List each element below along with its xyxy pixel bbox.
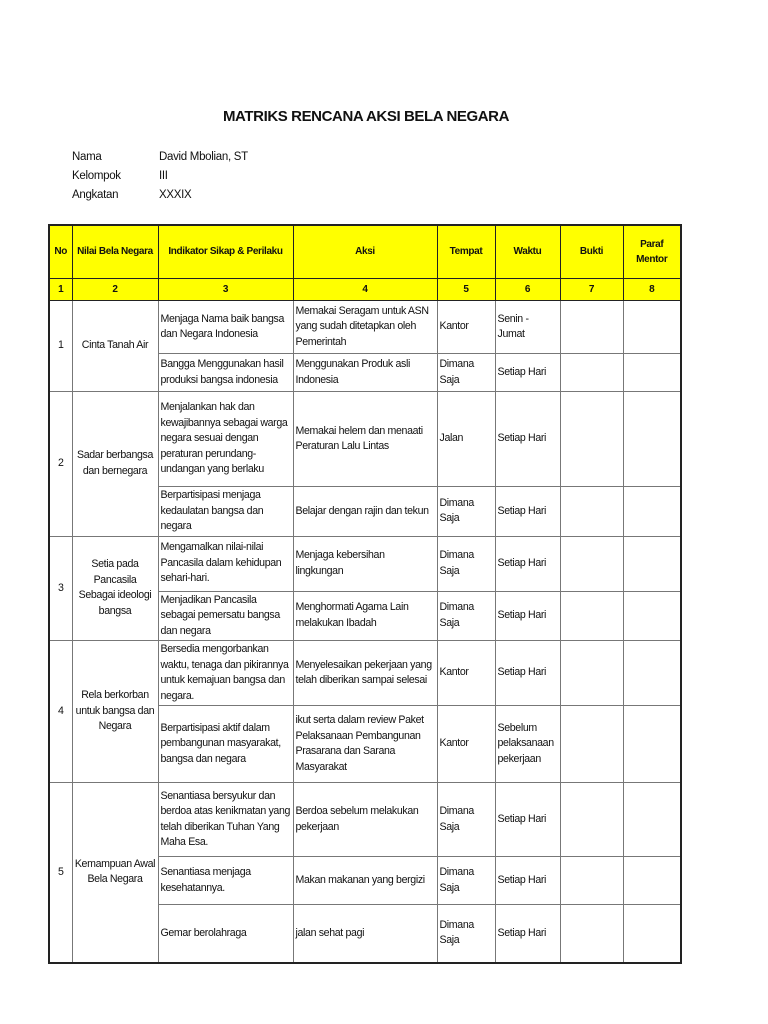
table-row: [49, 641, 681, 706]
identity-value: David Mbolian, ST: [159, 151, 248, 163]
waktu-cell: Setiap Hari: [495, 905, 560, 963]
waktu-cell: Setiap Hari: [495, 591, 560, 641]
table-row: [49, 783, 681, 857]
waktu-cell: Setiap Hari: [495, 857, 560, 905]
header-nilai: Nilai Bela Negara: [72, 225, 158, 279]
indikator-cell: Menjalankan hak dan kewajibannya sebagai warga negara sesuai dengan peraturan perundang-undangan yang berlaku: [158, 392, 293, 487]
paraf-cell[interactable]: [623, 783, 681, 857]
identity-row-nama: [72, 148, 248, 167]
bukti-cell[interactable]: [560, 641, 623, 706]
bukti-cell[interactable]: [560, 536, 623, 591]
indikator-cell: Gemar berolahraga: [158, 905, 293, 963]
waktu-cell: Setiap Hari: [495, 641, 560, 706]
paraf-cell[interactable]: [623, 706, 681, 783]
identity-value: XXXIX: [159, 189, 192, 201]
waktu-cell: Setiap Hari: [495, 487, 560, 537]
identity-value: III: [159, 170, 168, 182]
aksi-cell: Memakai helem dan menaati Peraturan Lalu Lintas: [293, 392, 437, 487]
nilai-cell: Sadar berbangsa dan bernegara: [72, 392, 158, 537]
bukti-cell[interactable]: [560, 857, 623, 905]
row-number: 3: [49, 536, 72, 641]
waktu-cell: Setiap Hari: [495, 354, 560, 392]
aksi-cell: Berdoa sebelum melakukan pekerjaan: [293, 783, 437, 857]
indikator-cell: Menjaga Nama baik bangsa dan Negara Indonesia: [158, 301, 293, 354]
waktu-cell: Setiap Hari: [495, 536, 560, 591]
tempat-cell: Dimana Saja: [437, 536, 495, 591]
indikator-cell: Berpartisipasi menjaga kedaulatan bangsa dan negara: [158, 487, 293, 537]
row-number: 4: [49, 641, 72, 783]
indikator-cell: Bangga Menggunakan hasil produksi bangsa indonesia: [158, 354, 293, 392]
paraf-cell[interactable]: [623, 641, 681, 706]
aksi-cell: Makan makanan yang bergizi: [293, 857, 437, 905]
nilai-cell: Setia pada Pancasila Sebagai ideologi bangsa: [72, 536, 158, 641]
tempat-cell: Dimana Saja: [437, 591, 495, 641]
bukti-cell[interactable]: [560, 354, 623, 392]
identity-label: Angkatan: [72, 189, 119, 201]
header-no: No: [49, 225, 72, 279]
paraf-cell[interactable]: [623, 905, 681, 963]
aksi-cell: Menggunakan Produk asli Indonesia: [293, 354, 437, 392]
identity-label: Kelompok: [72, 170, 121, 182]
header-num: 1: [49, 279, 72, 301]
bukti-cell[interactable]: [560, 706, 623, 783]
tempat-cell: Jalan: [437, 392, 495, 487]
aksi-cell: Menghormati Agama Lain melakukan Ibadah: [293, 591, 437, 641]
page-title: MATRIKS RENCANA AKSI BELA NEGARA: [222, 108, 510, 125]
indikator-cell: Berpartisipasi aktif dalam pembangunan masyarakat, bangsa dan negara: [158, 706, 293, 783]
table-row: [49, 301, 681, 354]
paraf-cell[interactable]: [623, 857, 681, 905]
aksi-cell: ikut serta dalam review Paket Pelaksanaan Pembangunan Prasarana dan Sarana Masyarakat: [293, 706, 437, 783]
indikator-cell: Bersedia mengorbankan waktu, tenaga dan pikirannya untuk kemajuan bangsa dan negara.: [158, 641, 293, 706]
nilai-cell: Kemampuan Awal Bela Negara: [72, 783, 158, 963]
row-number: 2: [49, 392, 72, 537]
bukti-cell[interactable]: [560, 392, 623, 487]
header-number-row: [49, 279, 681, 301]
header-num: 6: [495, 279, 560, 301]
aksi-cell: Menjaga kebersihan lingkungan: [293, 536, 437, 591]
header-bukti: Bukti: [560, 225, 623, 279]
header-row: [49, 225, 681, 279]
bukti-cell[interactable]: [560, 591, 623, 641]
tempat-cell: Dimana Saja: [437, 487, 495, 537]
bukti-cell[interactable]: [560, 301, 623, 354]
indikator-cell: Senantiasa bersyukur dan berdoa atas kenikmatan yang telah diberikan Tuhan Yang Maha Esa.: [158, 783, 293, 857]
aksi-cell: Belajar dengan rajin dan tekun: [293, 487, 437, 537]
paraf-cell[interactable]: [623, 354, 681, 392]
bukti-cell[interactable]: [560, 783, 623, 857]
header-paraf: Paraf Mentor: [623, 225, 681, 279]
header-num: 5: [437, 279, 495, 301]
nilai-cell: Cinta Tanah Air: [72, 301, 158, 392]
waktu-cell: Sebelum pelaksanaan pekerjaan: [495, 706, 560, 783]
tempat-cell: Dimana Saja: [437, 857, 495, 905]
tempat-cell: Dimana Saja: [437, 354, 495, 392]
bukti-cell[interactable]: [560, 905, 623, 963]
header-num: 3: [158, 279, 293, 301]
nilai-cell: Rela berkorban untuk bangsa dan Negara: [72, 641, 158, 783]
paraf-cell[interactable]: [623, 392, 681, 487]
identity-row-kelompok: [72, 167, 248, 186]
tempat-cell: Kantor: [437, 301, 495, 354]
tempat-cell: Dimana Saja: [437, 783, 495, 857]
paraf-cell[interactable]: [623, 591, 681, 641]
header-num: 7: [560, 279, 623, 301]
indikator-cell: Mengamalkan nilai-nilai Pancasila dalam kehidupan sehari-hari.: [158, 536, 293, 591]
table-row: [49, 536, 681, 591]
waktu-cell: Setiap Hari: [495, 392, 560, 487]
tempat-cell: Dimana Saja: [437, 905, 495, 963]
aksi-cell: Memakai Seragam untuk ASN yang sudah ditetapkan oleh Pemerintah: [293, 301, 437, 354]
paraf-cell[interactable]: [623, 301, 681, 354]
aksi-cell: Menyelesaikan pekerjaan yang telah diberikan sampai selesai: [293, 641, 437, 706]
header-waktu: Waktu: [495, 225, 560, 279]
header-aksi: Aksi: [293, 225, 437, 279]
paraf-cell[interactable]: [623, 487, 681, 537]
paraf-cell[interactable]: [623, 536, 681, 591]
row-number: 1: [49, 301, 72, 392]
header-indikator: Indikator Sikap & Perilaku: [158, 225, 293, 279]
bukti-cell[interactable]: [560, 487, 623, 537]
aksi-cell: jalan sehat pagi: [293, 905, 437, 963]
header-num: 8: [623, 279, 681, 301]
identity-row-angkatan: [72, 186, 248, 205]
identity-block: [72, 148, 248, 205]
waktu-cell: Senin - Jumat: [495, 301, 560, 354]
identity-label: Nama: [72, 151, 102, 163]
action-plan-table: [48, 224, 682, 964]
header-num: 4: [293, 279, 437, 301]
table-row: [49, 392, 681, 487]
waktu-cell: Setiap Hari: [495, 783, 560, 857]
row-number: 5: [49, 783, 72, 963]
tempat-cell: Kantor: [437, 706, 495, 783]
tempat-cell: Kantor: [437, 641, 495, 706]
header-tempat: Tempat: [437, 225, 495, 279]
header-num: 2: [72, 279, 158, 301]
indikator-cell: Senantiasa menjaga kesehatannya.: [158, 857, 293, 905]
indikator-cell: Menjadikan Pancasila sebagai pemersatu bangsa dan negara: [158, 591, 293, 641]
